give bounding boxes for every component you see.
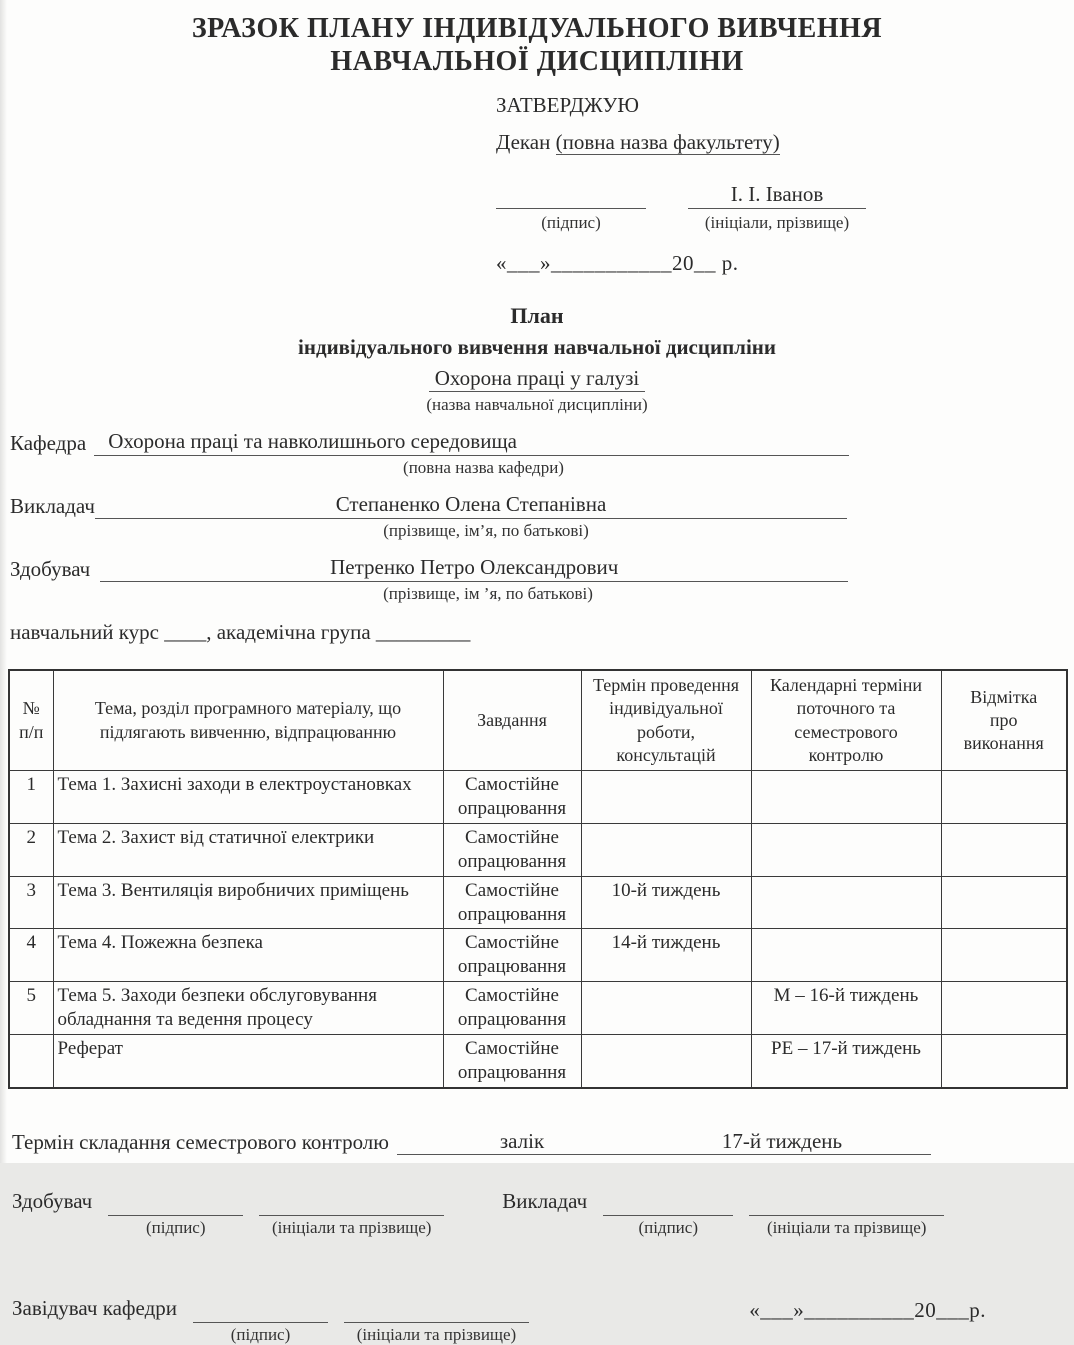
- dean-signature-blank: [496, 184, 646, 209]
- row-control: [751, 929, 941, 982]
- initials-caption: (ініціали та прізвище): [356, 1325, 517, 1345]
- dean-name: І. І. Іванов: [688, 181, 866, 209]
- row-mark: [941, 823, 1067, 876]
- table-row: [9, 1035, 1067, 1088]
- teacher-caption: (прізвище, ім’я, по батькові): [383, 521, 589, 541]
- student-value: Петренко Петро Олександрович: [100, 555, 848, 582]
- signature-caption: (підпис): [541, 212, 601, 232]
- row-task: Самостійне опрацювання: [443, 982, 581, 1035]
- col-header-task: Завдання: [443, 670, 581, 770]
- col-header-mark-text: Відмітка про виконання: [963, 686, 1044, 754]
- semester-control-line: [397, 1129, 931, 1155]
- row-task: Самостійне опрацювання: [443, 770, 581, 823]
- row-number: 3: [9, 876, 53, 929]
- student-row: [10, 555, 1066, 582]
- row-topic: Тема 4. Пожежна безпека: [53, 929, 443, 982]
- row-control: РЕ – 17-й тиждень: [751, 1035, 941, 1088]
- student-signature-col: [108, 1189, 243, 1238]
- semester-control-label: Термін складання семестрового контролю: [12, 1130, 389, 1155]
- plan-subtitle: індивідуального вивчення навчальної дисципліни: [298, 335, 776, 360]
- col-header-number: № п/п: [9, 670, 53, 770]
- initials-caption: (ініціали, прізвище): [704, 212, 850, 232]
- head-label: Завідувач кафедри: [12, 1296, 177, 1321]
- row-term: [581, 770, 751, 823]
- document-title-line1: ЗРАЗОК ПЛАНУ ІНДИВІДУАЛЬНОГО ВИВЧЕННЯ: [191, 13, 883, 44]
- student-label: Здобувач: [10, 557, 91, 582]
- discipline-name-text: Охорона праці у галузі: [429, 366, 646, 392]
- approval-captions: [496, 212, 896, 234]
- row-control: М – 16-й тиждень: [751, 982, 941, 1035]
- approve-heading: ЗАТВЕРДЖУЮ: [496, 93, 639, 118]
- row-task: Самостійне опрацювання: [443, 929, 581, 982]
- row-term: 14-й тиждень: [581, 929, 751, 982]
- row-topic: Тема 1. Захисні заходи в електроустановках: [53, 770, 443, 823]
- teacher-value: Степаненко Олена Степанівна: [95, 492, 847, 519]
- table-row: [9, 823, 1067, 876]
- row-number: [9, 1035, 53, 1088]
- row-control: [751, 770, 941, 823]
- approval-block: [496, 92, 896, 277]
- approval-signature-row: [496, 181, 896, 209]
- row-number: 2: [9, 823, 53, 876]
- teacher-initials-col: [749, 1189, 944, 1238]
- footer-teacher-label: Викладач: [502, 1189, 588, 1214]
- row-topic: Тема 3. Вентиляція виробничих приміщень: [53, 876, 443, 929]
- row-task: Самостійне опрацювання: [443, 1035, 581, 1088]
- dean-label: Декан: [496, 130, 551, 155]
- teacher-row: [10, 492, 1066, 519]
- teacher-initials-blank: [749, 1189, 944, 1216]
- footer-student-label: Здобувач: [12, 1189, 93, 1214]
- initials-caption: (ініціали та прізвище): [272, 1218, 432, 1238]
- initials-caption: (ініціали та прізвище): [767, 1218, 927, 1238]
- signature-caption: (підпис): [230, 1325, 291, 1345]
- row-mark: [941, 770, 1067, 823]
- head-signature-blank: [193, 1296, 328, 1323]
- row-term: [581, 982, 751, 1035]
- row-number: 4: [9, 929, 53, 982]
- study-plan-table: [8, 669, 1068, 1089]
- table-row: [9, 982, 1067, 1035]
- row-term: [581, 823, 751, 876]
- document-title-line2: НАВЧАЛЬНОЇ ДИСЦИПЛІНИ: [330, 46, 744, 78]
- teacher-signature-blank: [603, 1189, 733, 1216]
- row-control: [751, 823, 941, 876]
- row-topic: Тема 2. Захист від статичної електрики: [53, 823, 443, 876]
- row-term: 10-й тиждень: [581, 876, 751, 929]
- student-caption: (прізвище, ім ’я, по батькові): [383, 584, 593, 604]
- teacher-signature-col: [603, 1189, 733, 1238]
- control-form-value: залік: [499, 1129, 545, 1154]
- department-head-row: [12, 1272, 1066, 1345]
- row-mark: [941, 982, 1067, 1035]
- department-value: Охорона праці та навколишнього середовища: [94, 429, 849, 456]
- course-group-line: навчальний курс ____, академічна група _________: [10, 620, 471, 645]
- approval-date-line: «___»___________20__ р.: [496, 251, 739, 276]
- row-task: Самостійне опрацювання: [443, 823, 581, 876]
- plan-title: План: [510, 303, 564, 329]
- row-mark: [941, 929, 1067, 982]
- row-number: 1: [9, 770, 53, 823]
- table-row: [9, 876, 1067, 929]
- signature-caption: (підпис): [145, 1218, 206, 1238]
- discipline-caption: (назва навчальної дисципліни): [426, 395, 648, 415]
- department-row: [10, 429, 1066, 456]
- table-header-row: [9, 670, 1067, 770]
- footer-date-line: «___»__________20___р.: [749, 1298, 986, 1323]
- row-topic: Реферат: [53, 1035, 443, 1088]
- student-initials-col: [259, 1189, 444, 1238]
- department-label: Кафедра: [10, 431, 87, 456]
- form-block: [10, 429, 1066, 645]
- col-header-mark: [941, 670, 1067, 770]
- department-caption: (повна назва кафедри): [403, 458, 564, 478]
- semester-control-row: [12, 1129, 1066, 1155]
- row-term: [581, 1035, 751, 1088]
- signatures-row: [12, 1189, 1066, 1238]
- head-initials-blank: [344, 1296, 529, 1323]
- document-title: [8, 12, 1066, 78]
- col-header-topic: Тема, розділ програмного матеріалу, що підлягають вивченню, відпрацюванню: [53, 670, 443, 770]
- row-control: [751, 876, 941, 929]
- row-number: 5: [9, 982, 53, 1035]
- head-initials-col: [344, 1296, 529, 1345]
- table-row: [9, 770, 1067, 823]
- row-topic: Тема 5. Заходи безпеки обслуговування обладнання та ведення процесу: [53, 982, 443, 1035]
- control-week-value: 17-й тиждень: [721, 1129, 843, 1154]
- plan-heading-block: [8, 303, 1066, 415]
- row-task: Самостійне опрацювання: [443, 876, 581, 929]
- col-header-control: Календарні терміни поточного та семестрового контролю: [751, 670, 941, 770]
- table-row: [9, 929, 1067, 982]
- row-mark: [941, 1035, 1067, 1088]
- signature-caption: (підпис): [638, 1218, 698, 1238]
- student-signature-blank: [108, 1189, 243, 1216]
- col-header-term: Термін проведення індивідуальної роботи, консультацій: [581, 670, 751, 770]
- student-initials-blank: [259, 1189, 444, 1216]
- dean-faculty-hint: (повна назва факультету): [555, 130, 780, 155]
- head-signature-col: [193, 1296, 328, 1345]
- discipline-name: [8, 366, 1066, 391]
- row-mark: [941, 876, 1067, 929]
- dean-line: [496, 129, 896, 156]
- teacher-label: Викладач: [10, 494, 95, 519]
